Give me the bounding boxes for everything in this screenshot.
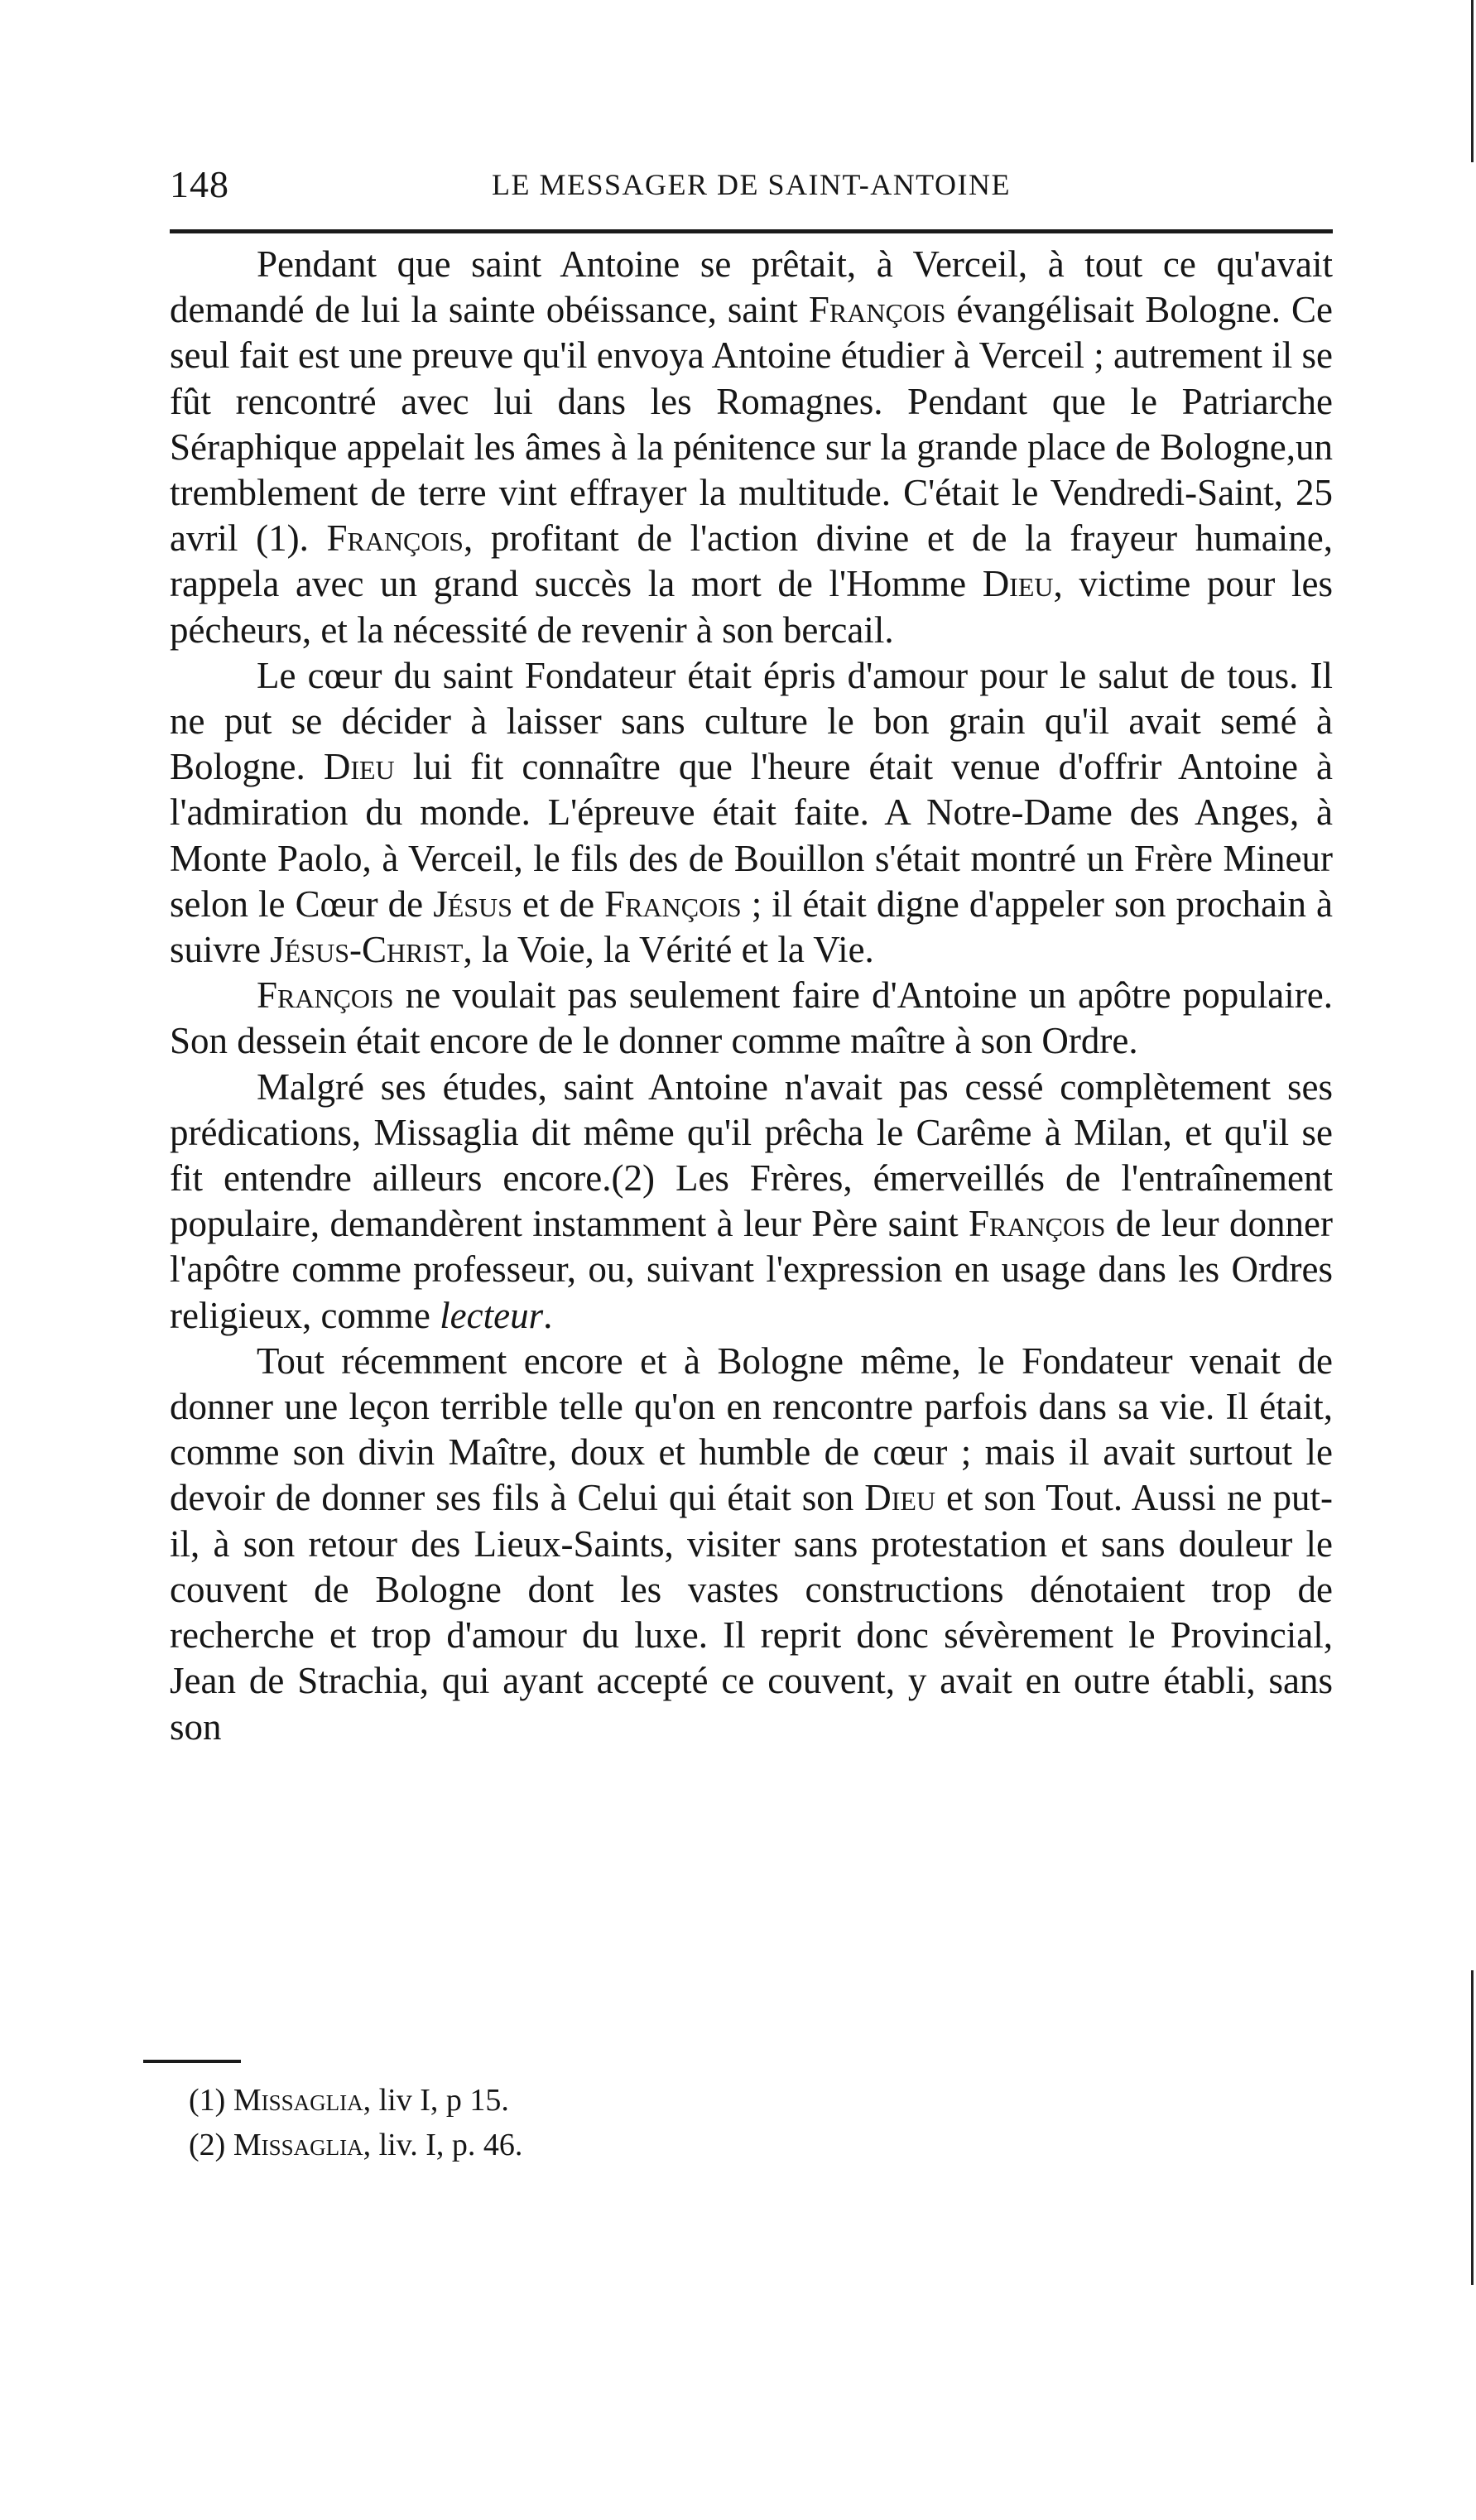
text-run: et son Tout. Aussi ne put-il, à son retour des Lieux-Saints, visiter sans protestation et sans douleur le couvent de Bologne dont les vastes constructions dénotaient trop de recherche et trop d'amour du luxe. Il reprit donc sévèrement le Provincial, Jean de Strachia, qui ayant accepté ce couvent, y avait en outre établi, sans son [170, 1477, 1334, 1748]
footnote-reference: , liv. I, p. 46. [363, 2128, 523, 2162]
footnote-number: (1) [189, 2083, 233, 2118]
small-caps-text: François [808, 289, 946, 331]
text-run: Pendant que saint Antoine se prêtait, à Verceil, à tout ce qu'avait demandé de lui la sainte obéissance, saint [170, 243, 1333, 331]
italic-text: lecteur [440, 1294, 544, 1336]
small-caps-text: Jésus [433, 882, 512, 925]
text-run: Tout récemment encore et à Bologne même, le Fondateur venait de donner une leçon terrible telle qu'on en rencontre parfois dans sa vie. Il était, comme son divin Maître, doux et humble de cœur ; mais il avait surtout le devoir de donner ses fils à Celui qui était son [170, 1339, 1333, 1519]
footnote-number: (2) [189, 2128, 233, 2162]
footnote-author: Missaglia [233, 2083, 363, 2118]
header-rule [170, 229, 1333, 233]
small-caps-text: Dieu [982, 563, 1054, 605]
text-run: ; il était digne d'appeler son prochain à suivre [170, 882, 1334, 971]
text-run: , victime pour les pécheurs, et la nécessité de revenir à son bercail. [170, 563, 1333, 651]
small-caps-text: François [326, 517, 464, 560]
paragraph [170, 1065, 1333, 1339]
footnote-rule [143, 2060, 241, 2063]
text-run: , la Voie, la Vérité et la Vie. [463, 929, 874, 971]
small-caps-text: Dieu [864, 1477, 936, 1519]
page-header [170, 162, 1333, 212]
small-caps-text: François [257, 974, 394, 1017]
body-text [170, 242, 1333, 1750]
text-run: ne voulait pas seulement faire d'Antoine un apôtre populaire. Son dessein était encore de le donner comme maître à son Ordre. [170, 974, 1333, 1062]
paragraph [170, 973, 1333, 1064]
paragraph [170, 653, 1333, 973]
footnote [189, 2078, 522, 2123]
small-caps-text: François [968, 1203, 1106, 1245]
text-run: Malgré ses études, saint Antoine n'avait pas cessé complètement ses prédications, Missaglia dit même qu'il prêcha le Carême à Milan, et qu'il se fit entendre ailleurs encore.(2) Les Frères, émerveillés de l'entraînement populaire, demandèrent instamment à leur Père saint [170, 1065, 1333, 1245]
text-run: et de [512, 882, 605, 925]
text-run: évangélisait Bologne. Ce seul fait est une preuve qu'il envoya Antoine étudier à Verceil ; autrement il se fût rencontré avec lui dans les Romagnes. Pendant que le Patriarche Séraphique appelait les âmes à la pénitence sur la grande place de Bologne,un tremblement de terre vint effrayer la multitude. C'était le Vendredi-Saint, 25 avril (1). [170, 289, 1333, 560]
small-caps-text: François [604, 882, 742, 925]
page-number: 148 [170, 163, 229, 205]
paragraph [170, 242, 1333, 653]
page-edge-line [1471, 0, 1474, 162]
small-caps-text: Jésus-Christ [270, 929, 464, 971]
small-caps-text: Dieu [323, 746, 395, 788]
footnotes [189, 2078, 522, 2167]
page-edge-line [1471, 1970, 1474, 2285]
paragraph [170, 1339, 1333, 1750]
text-run: . [543, 1294, 553, 1336]
text-run: de leur donner l'apôtre comme professeur, ou, suivant l'expression en usage dans les Ordres religieux, comme [170, 1203, 1333, 1336]
running-title: LE MESSAGER DE SAINT-ANTOINE [492, 168, 1011, 201]
footnote [189, 2123, 522, 2167]
text-run: , profitant de l'action divine et de la frayeur humaine, rappela avec un grand succès la mort de l'Homme [170, 517, 1333, 605]
footnote-reference: , liv I, p 15. [363, 2083, 509, 2118]
footnote-author: Missaglia [233, 2128, 363, 2162]
text-run: Le cœur du saint Fondateur était épris d'amour pour le salut de tous. Il ne put se décider à laisser sans culture le bon grain qu'il avait semé à Bologne. [170, 654, 1333, 788]
text-run: lui fit connaître que l'heure était venue d'offrir Antoine à l'admiration du monde. L'épreuve était faite. A Notre-Dame des Anges, à Monte Paolo, à Verceil, le fils des de Bouillon s'était montré un Frère Mineur selon le Cœur de [170, 746, 1333, 925]
